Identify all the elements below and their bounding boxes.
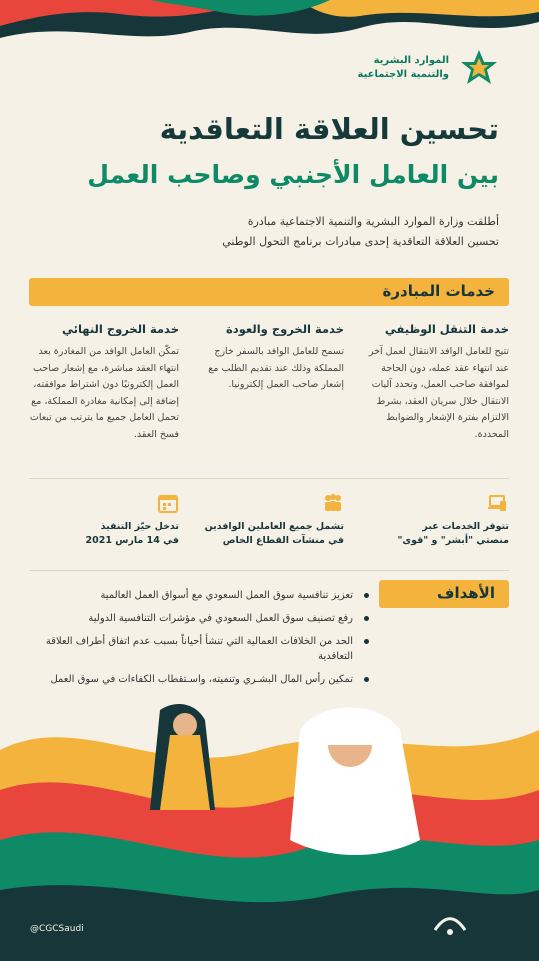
devices-icon <box>487 492 509 514</box>
feature-scope <box>194 492 344 548</box>
calendar-icon <box>157 492 179 514</box>
feature-line-2: في منشآت القطاع الخاص <box>222 535 344 546</box>
intro-line-1: أطلقت وزارة الموارد البشرية والتنمية الاجتماعية مبادرة <box>247 215 499 228</box>
service-body: تتيح للعامل الوافد الانتقال لعمل آخر عند انتهاء عقد عمله، دون الحاجة لموافقة صاحب العمل، وتحدد آليات الانتقال خلال سريان العقد، بشرط الالتزام بفترة الإشعار والضوابط المحددة. <box>368 346 509 440</box>
cgc-logo-icon <box>430 910 470 940</box>
service-title: خدمة الخروج والعودة <box>226 322 344 336</box>
ministry-logo <box>358 48 502 88</box>
star-logo-icon <box>457 48 501 88</box>
service-title: خدمة التنقل الوظيفي <box>384 322 509 336</box>
social-handle: @CGCSaudi <box>30 924 84 934</box>
divider <box>29 570 509 571</box>
logo-line-1: الموارد البشرية <box>373 55 449 66</box>
service-card-final-exit <box>29 322 179 443</box>
feature-platforms <box>359 492 509 548</box>
feature-line-1: تتوفر الخدمات عبر <box>422 521 509 532</box>
goal-item: تمكين رأس المال البشـري وتنميته، واسـتقطاب الكفاءات في سوق العمل <box>29 672 369 687</box>
feature-effective-date <box>29 492 179 548</box>
logo-line-2: والتنمية الاجتماعية <box>357 69 449 80</box>
feature-line-2: منصتي "أبشر" و "قوى" <box>397 535 509 546</box>
goal-item: رفع تصنيف سوق العمل السعودي في مؤشرات التنافسية الدولية <box>29 611 369 626</box>
feature-line-1: تدخل حيّز التنفيذ <box>100 521 179 532</box>
service-body: تسمح للعامل الوافد بالسفر خارج المملكة وذلك عند تقديم الطلب مع إشعار صاحب العمل إلكترونيا. <box>208 346 344 390</box>
goal-item: الحد من الخلافات العمالية التي تنشأ أحياناً بسبب عدم اتفاق أطراف العلاقة التعاقدية <box>29 634 369 664</box>
feature-line-2: في 14 مارس 2021 <box>85 535 179 546</box>
goals-heading: الأهداف <box>379 580 509 608</box>
goals-list <box>29 588 369 695</box>
services-heading: خدمات المبادرة <box>29 278 509 306</box>
feature-line-1: تشمل جميع العاملين الوافدين <box>204 521 344 532</box>
page-subtitle: بين العامل الأجنبي وصاحب العمل <box>87 160 499 189</box>
people-icon <box>322 492 344 514</box>
page-title: تحسين العلاقة التعاقدية <box>159 112 499 146</box>
service-body: تمكّن العامل الوافد من المغادرة بعد انتهاء العقد مباشرة، مع إشعار صاحب العمل إلكترونيًا دون اشتراط موافقته، إضافة إلى إمكانية مغادرة المملكة، مع تحمل العامل جميع ما يترتب من تبعات فسخ العقد. <box>29 346 179 440</box>
goal-item: تعزيز تنافسية سوق العمل السعودي مع أسواق العمل العالمية <box>29 588 369 603</box>
service-card-mobility <box>359 322 509 443</box>
service-title: خدمة الخروج النهائي <box>62 322 179 336</box>
intro-text <box>59 212 499 252</box>
intro-line-2: تحسين العلاقة التعاقدية إحدى مبادرات برنامج التحول الوطني <box>222 235 499 248</box>
divider <box>29 478 509 479</box>
service-card-exit-reentry <box>194 322 344 394</box>
